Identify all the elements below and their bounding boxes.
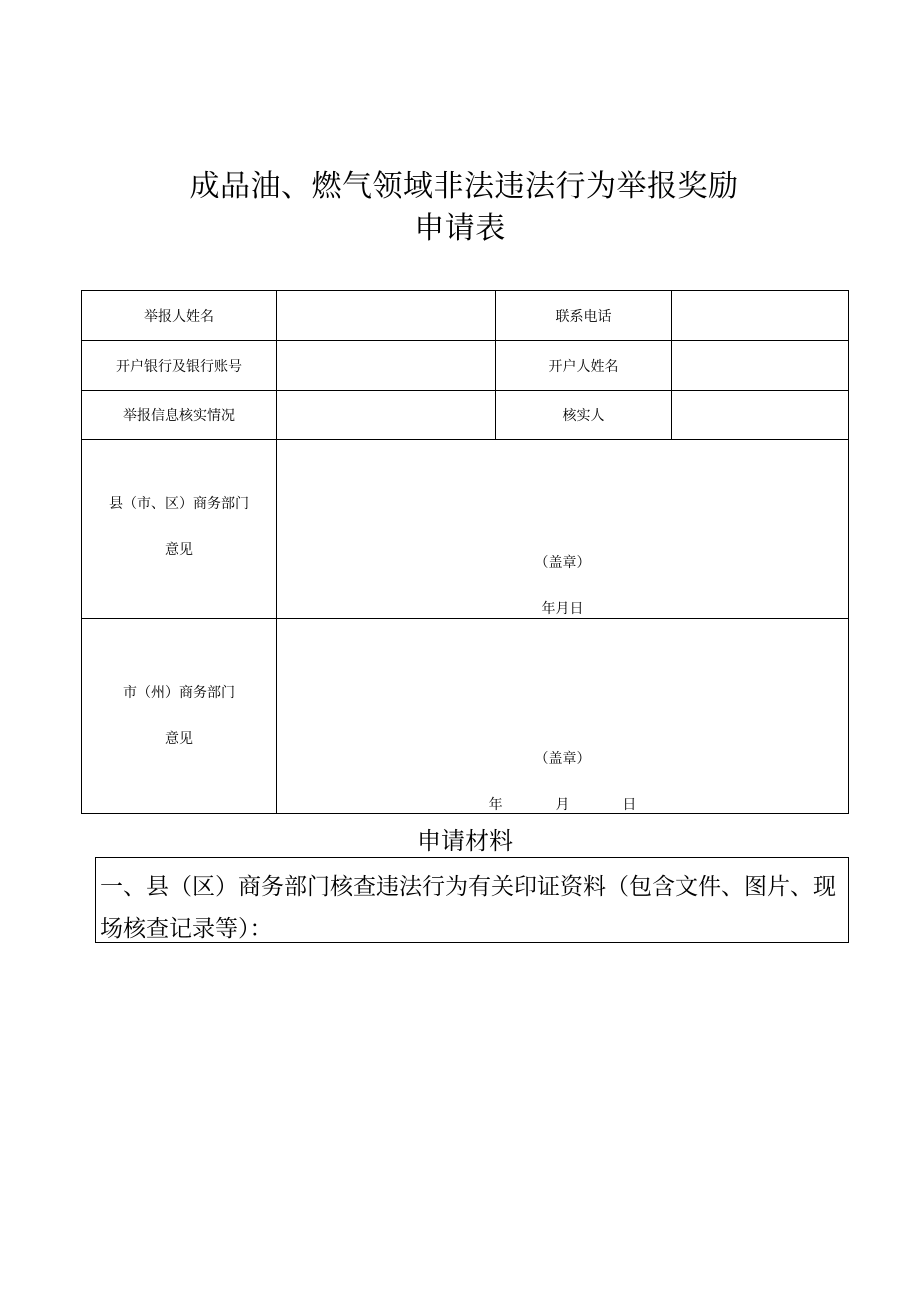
form-row-county-opinion	[82, 440, 849, 619]
bank-account-label: 开户银行及银行账号	[82, 341, 277, 391]
materials-item-1: 一、县（区）商务部门核查违法行为有关印证资料（包含文件、图片、现场核查记录等）：	[100, 874, 836, 942]
materials-box[interactable]	[95, 857, 849, 943]
account-holder-field[interactable]	[672, 341, 849, 391]
city-opinion-label-line2: 意见	[165, 731, 193, 747]
city-opinion-label-line1: 市（州）商务部门	[123, 685, 235, 701]
city-date-year: 年	[488, 797, 503, 813]
city-stamp-text: （盖章）	[534, 751, 591, 767]
phone-field[interactable]	[672, 291, 849, 341]
city-opinion-field[interactable]	[277, 619, 849, 814]
county-opinion-label-line1: 县（市、区）商务部门	[109, 496, 249, 512]
city-date-text	[277, 794, 848, 814]
form-row-verification	[82, 391, 849, 440]
city-date-day: 日	[622, 797, 637, 813]
materials-heading: 申请材料	[417, 827, 513, 855]
city-date-month: 月	[555, 797, 570, 813]
application-form-table	[81, 290, 849, 814]
verifier-label: 核实人	[496, 391, 672, 440]
verification-label: 举报信息核实情况	[82, 391, 277, 440]
form-title-line2: 申请表	[414, 211, 506, 246]
bank-account-field[interactable]	[277, 341, 496, 391]
city-opinion-label	[82, 619, 277, 814]
reporter-name-field[interactable]	[277, 291, 496, 341]
verification-field[interactable]	[277, 391, 496, 440]
verifier-field[interactable]	[672, 391, 849, 440]
form-row-reporter	[82, 291, 849, 341]
county-opinion-label-line2: 意见	[165, 542, 193, 558]
form-row-bank	[82, 341, 849, 391]
county-stamp-text: （盖章）	[534, 555, 591, 571]
form-title-line1: 成品油、燃气领域非法违法行为举报奖励	[189, 169, 739, 204]
account-holder-label: 开户人姓名	[496, 341, 672, 391]
county-opinion-field[interactable]	[277, 440, 849, 619]
phone-label: 联系电话	[496, 291, 672, 341]
county-date-text: 年月日	[541, 601, 584, 617]
county-opinion-label	[82, 440, 277, 619]
reporter-name-label: 举报人姓名	[82, 291, 277, 341]
form-row-city-opinion	[82, 619, 849, 814]
